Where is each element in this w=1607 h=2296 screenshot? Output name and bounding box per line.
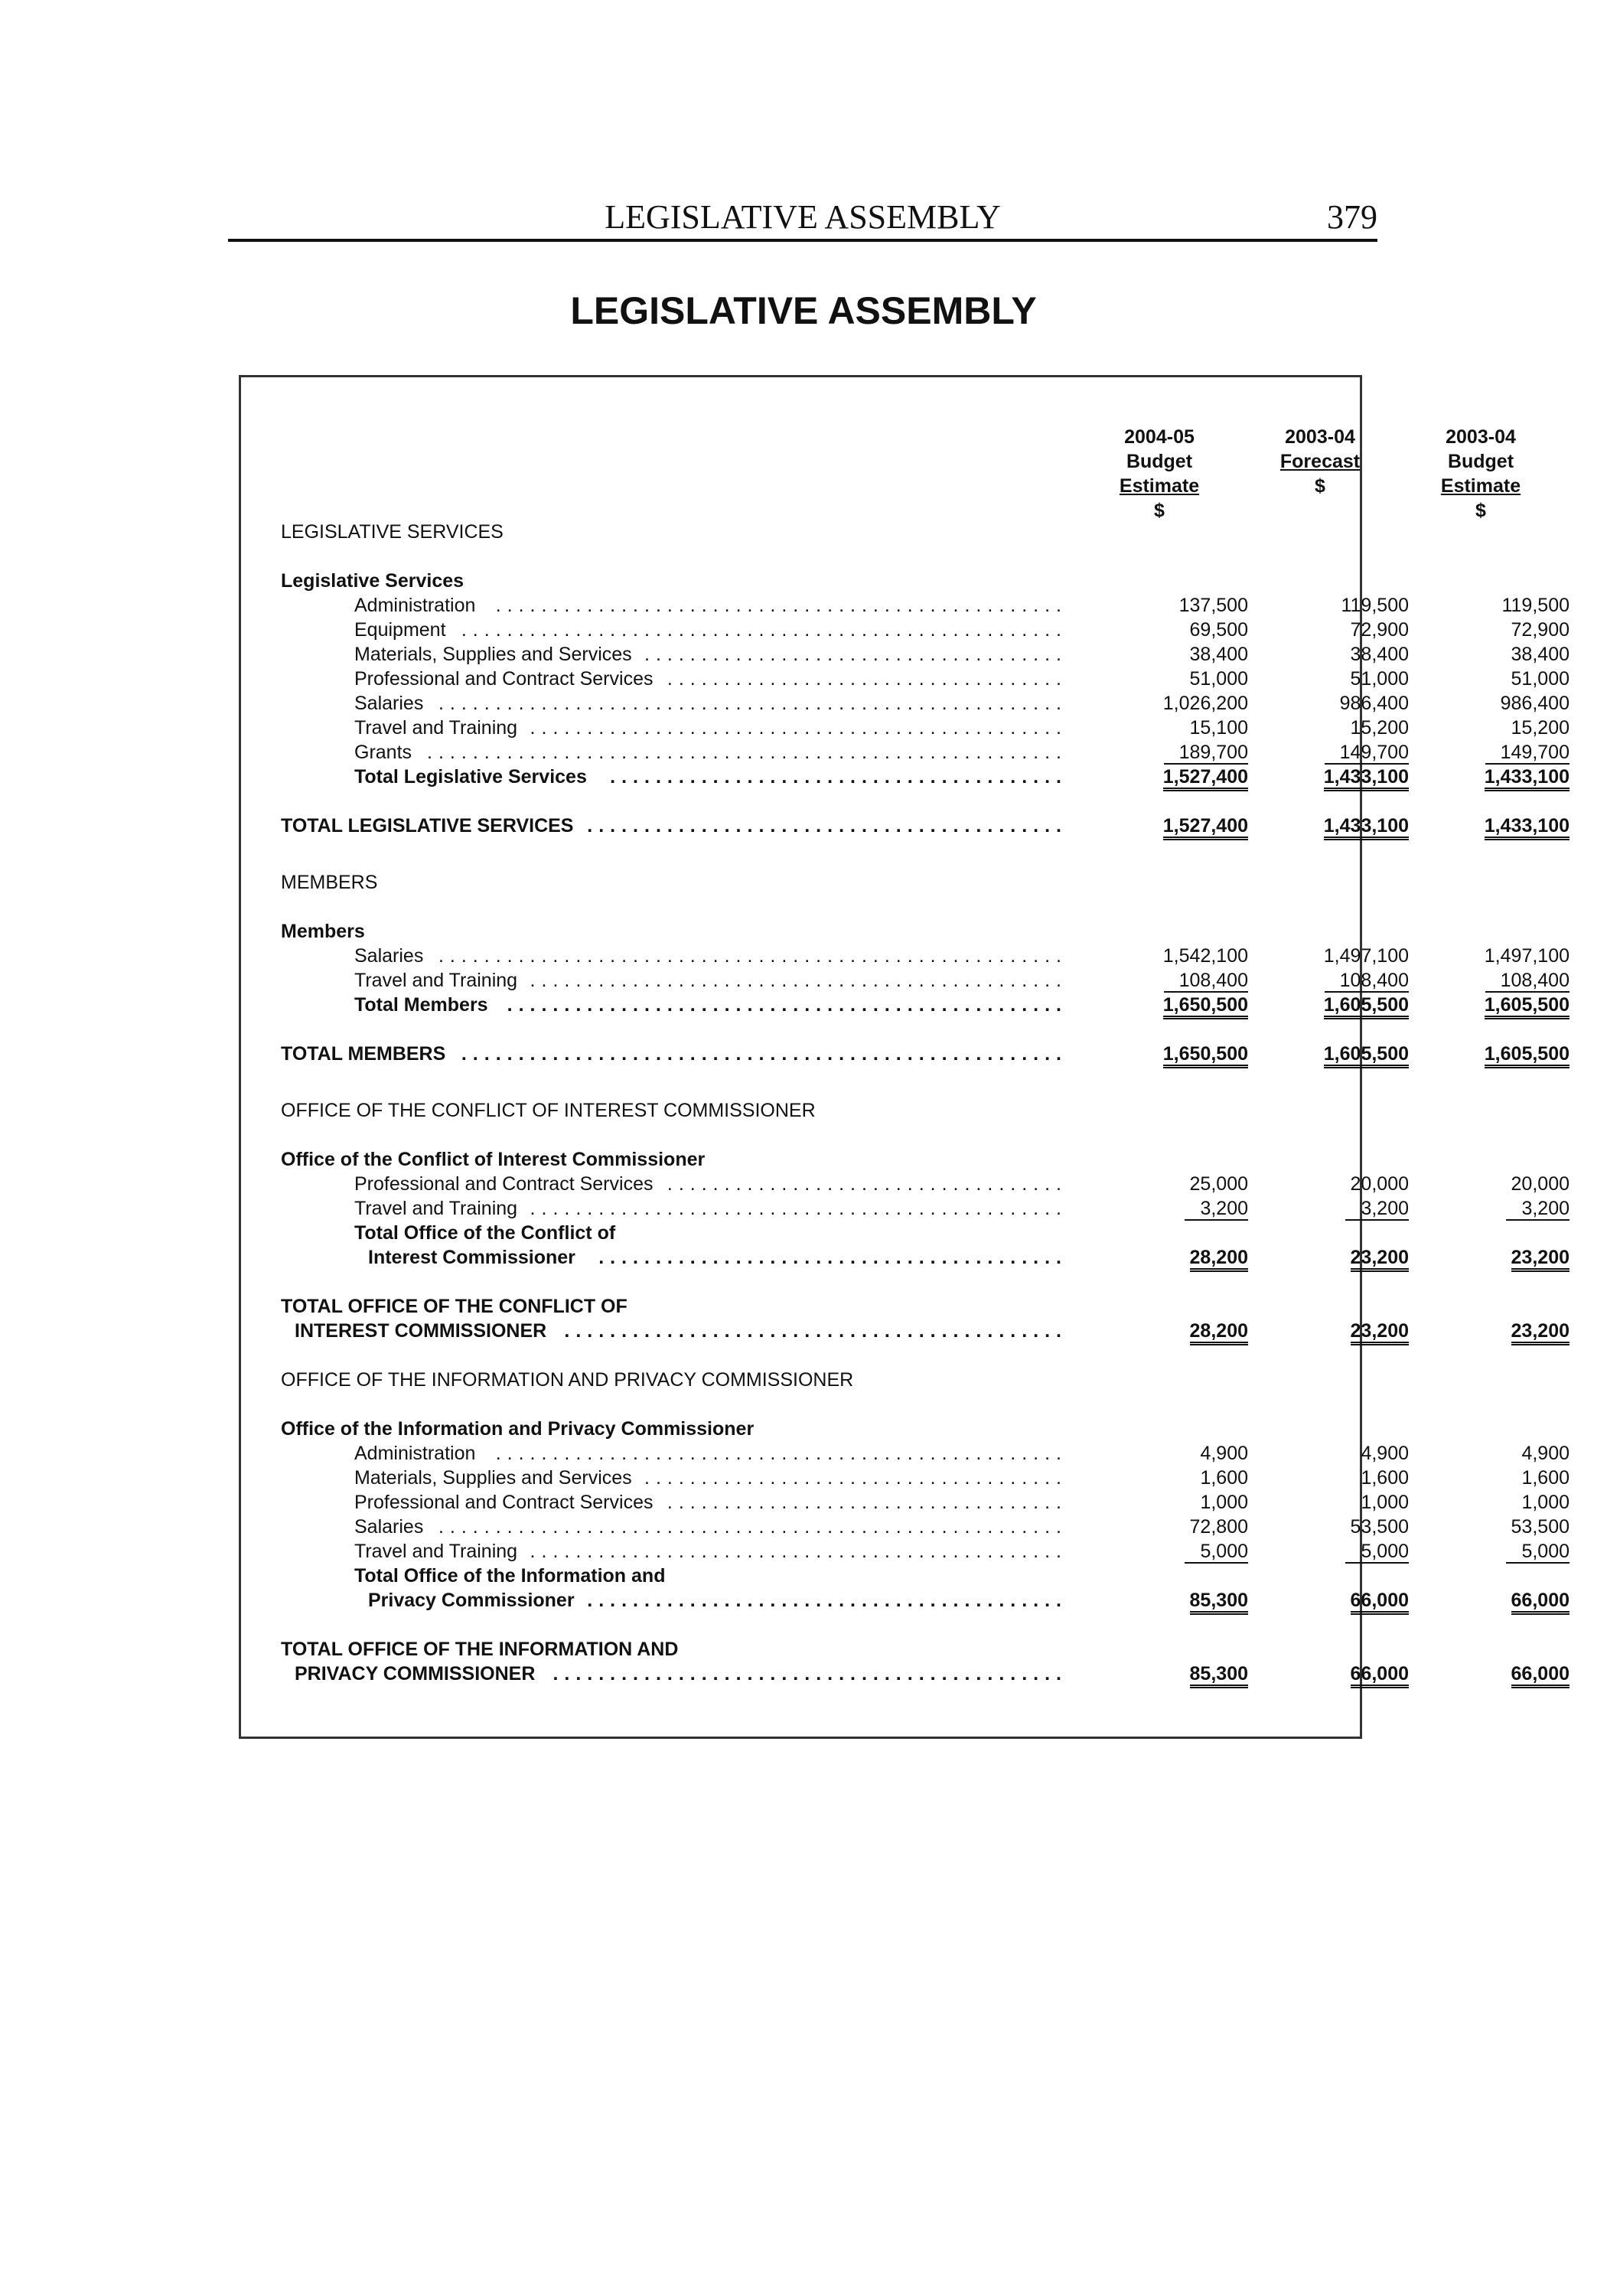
amount-cell: [1416, 968, 1570, 993]
amount-value: 66,000: [1351, 1663, 1409, 1688]
amount-value: 23,200: [1351, 1247, 1409, 1272]
column-header-line: Budget: [1126, 451, 1193, 472]
row-label: Members: [281, 921, 365, 942]
row-label: Travel and Training: [354, 1541, 518, 1562]
amount-value: 72,900: [1511, 619, 1570, 641]
amount-cell: [1095, 716, 1248, 740]
amount-value: 66,000: [1351, 1590, 1409, 1615]
amount-value: 85,300: [1190, 1590, 1248, 1615]
amount-cell: [1416, 944, 1570, 968]
amount-value: 986,400: [1500, 693, 1570, 714]
amount-value: 28,200: [1190, 1320, 1248, 1345]
section-heading: [241, 520, 1364, 544]
amount-cell: [1095, 593, 1248, 618]
amount-value: 1,605,500: [1485, 994, 1570, 1019]
dot-leader: .............................................: [553, 1663, 1068, 1684]
amount-cell: [1256, 1588, 1409, 1613]
amount-cell: [1095, 1466, 1248, 1490]
row-label: Materials, Supplies and Services: [354, 644, 632, 665]
amount-value: 69,500: [1189, 619, 1248, 641]
amount-cell: [1416, 1539, 1570, 1564]
row-label: Travel and Training: [354, 717, 518, 739]
subtotal-row: [241, 1564, 1364, 1588]
amount-value: 1,433,100: [1485, 815, 1570, 840]
column-header-line: 2003-04: [1285, 426, 1355, 448]
dot-leader: ..........................................: [587, 1590, 1068, 1611]
row-label: INTEREST COMMISSIONER: [295, 1320, 547, 1342]
amount-value: 51,000: [1511, 668, 1570, 690]
row-label: Office of the Conflict of Interest Commissioner: [281, 1149, 706, 1170]
row-label: Professional and Contract Services: [354, 1492, 654, 1513]
amount-cell: [1416, 1662, 1570, 1686]
section-heading: [241, 1368, 1364, 1392]
amount-cell: [1095, 944, 1248, 968]
amount-cell: [1416, 1466, 1570, 1490]
amount-value: 53,500: [1511, 1516, 1570, 1538]
amount-cell: [1095, 1515, 1248, 1539]
section-heading: [241, 1098, 1364, 1123]
line-item-row: [241, 642, 1570, 667]
dot-leader: .......................................................: [438, 945, 1068, 967]
row-label: Total Members: [354, 994, 488, 1016]
amount-cell: [1095, 1042, 1248, 1066]
column-header-line: 2003-04: [1446, 426, 1516, 448]
amount-value: 66,000: [1511, 1590, 1570, 1615]
line-item-row: [241, 1172, 1570, 1196]
dot-leader: ........................................................: [427, 742, 1068, 763]
amount-value: 189,700: [1164, 742, 1248, 765]
amount-cell: [1416, 667, 1570, 691]
row-label: LEGISLATIVE SERVICES: [281, 521, 504, 543]
column-header-unit: $: [1475, 500, 1486, 521]
amount-value: 1,605,500: [1324, 1043, 1409, 1068]
row-label: Equipment: [354, 619, 446, 641]
amount-cell: [1256, 1172, 1409, 1196]
column-header-line: Estimate: [1440, 475, 1521, 497]
amount-value: 51,000: [1350, 668, 1409, 690]
amount-value: 15,100: [1189, 717, 1248, 739]
amount-cell: [1095, 1196, 1248, 1221]
row-label: Total Office of the Information and: [354, 1565, 666, 1587]
amount-value: 108,400: [1485, 970, 1570, 993]
amount-value: 1,542,100: [1162, 945, 1248, 967]
amount-cell: [1095, 1539, 1248, 1564]
amount-cell: [1256, 691, 1409, 716]
amount-value: 1,600: [1200, 1467, 1248, 1489]
amount-value: 3,200: [1345, 1198, 1409, 1221]
amount-value: 149,700: [1325, 742, 1409, 765]
amount-cell: [1095, 1588, 1248, 1613]
amount-cell: [1256, 814, 1409, 838]
row-label: Office of the Information and Privacy Commissioner: [281, 1418, 755, 1440]
amount-cell: [1256, 716, 1409, 740]
subtotal-row: [241, 1221, 1364, 1245]
amount-value: 1,000: [1521, 1492, 1570, 1513]
line-item-row: [241, 593, 1570, 618]
amount-cell: [1256, 593, 1409, 618]
dot-leader: .................................................: [507, 994, 1068, 1016]
amount-value: 108,400: [1164, 970, 1248, 993]
amount-value: 1,527,400: [1163, 766, 1248, 791]
total-row: [241, 814, 1570, 838]
dot-leader: ...................................: [667, 1492, 1068, 1513]
amount-cell: [1095, 740, 1248, 765]
row-label: Total Legislative Services: [354, 766, 587, 788]
dot-leader: ..........................................: [587, 815, 1068, 837]
dot-leader: ...............................................: [530, 970, 1068, 991]
row-label: PRIVACY COMMISSIONER: [295, 1663, 536, 1684]
dot-leader: ...............................................: [530, 1541, 1068, 1562]
amount-cell: [1416, 1172, 1570, 1196]
total-row: [241, 1662, 1570, 1686]
row-label: Total Office of the Conflict of: [354, 1222, 616, 1244]
amount-value: 23,200: [1511, 1320, 1570, 1345]
dot-leader: ........................................: [610, 766, 1068, 788]
subsection-heading: [241, 1147, 1364, 1172]
row-label: Interest Commissioner: [368, 1247, 575, 1268]
dot-leader: ..................................................: [495, 1443, 1068, 1464]
amount-cell: [1416, 1441, 1570, 1466]
line-item-row: [241, 1539, 1570, 1564]
amount-value: 38,400: [1189, 644, 1248, 665]
amount-cell: [1416, 642, 1570, 667]
budget-table: [239, 375, 1570, 1739]
dot-leader: ...................................: [667, 1173, 1068, 1195]
amount-value: 5,000: [1345, 1541, 1409, 1564]
total-row: [241, 1294, 1364, 1319]
amount-cell: [1095, 642, 1248, 667]
amount-cell: [1416, 1490, 1570, 1515]
amount-value: 1,000: [1200, 1492, 1248, 1513]
amount-value: 1,650,500: [1163, 994, 1248, 1019]
page-title: LEGISLATIVE ASSEMBLY: [570, 289, 1037, 332]
row-label: Salaries: [354, 1516, 424, 1538]
amount-cell: [1256, 1490, 1409, 1515]
amount-value: 1,433,100: [1485, 766, 1570, 791]
dot-leader: ...................................: [667, 668, 1068, 690]
dot-leader: ...............................................: [530, 717, 1068, 739]
amount-cell: [1416, 1042, 1570, 1066]
amount-cell: [1256, 968, 1409, 993]
amount-value: 1,650,500: [1163, 1043, 1248, 1068]
dot-leader: ...............................................: [530, 1198, 1068, 1219]
dot-leader: .......................................................: [438, 1516, 1068, 1538]
row-label: Professional and Contract Services: [354, 668, 654, 690]
subtotal-row: [241, 1245, 1570, 1270]
amount-value: 1,527,400: [1163, 815, 1248, 840]
row-label: Salaries: [354, 693, 424, 714]
amount-cell: [1416, 814, 1570, 838]
total-row: [241, 1042, 1570, 1066]
dot-leader: .....................................................: [461, 619, 1068, 641]
amount-value: 119,500: [1341, 595, 1409, 616]
amount-value: 5,000: [1506, 1541, 1570, 1564]
dot-leader: .....................................: [644, 644, 1068, 665]
amount-value: 5,000: [1185, 1541, 1248, 1564]
amount-cell: [1095, 1490, 1248, 1515]
amount-cell: [1416, 1588, 1570, 1613]
amount-value: 53,500: [1350, 1516, 1409, 1538]
amount-cell: [1416, 716, 1570, 740]
running-head: [228, 196, 1377, 242]
amount-cell: [1256, 1515, 1409, 1539]
amount-cell: [1256, 1319, 1409, 1343]
column-header-budget-estimate-2003-04: [1404, 425, 1557, 523]
amount-value: 3,200: [1506, 1198, 1570, 1221]
amount-cell: [1256, 1539, 1409, 1564]
row-label: Legislative Services: [281, 570, 464, 592]
column-header-line: Budget: [1447, 451, 1514, 472]
row-label: MEMBERS: [281, 872, 378, 893]
amount-cell: [1416, 1196, 1570, 1221]
amount-value: 25,000: [1189, 1173, 1248, 1195]
column-header-line: 2004-05: [1124, 426, 1195, 448]
amount-value: 15,200: [1511, 717, 1570, 739]
subsection-heading: [241, 919, 1364, 944]
amount-value: 51,000: [1189, 668, 1248, 690]
amount-cell: [1095, 1172, 1248, 1196]
row-label: TOTAL MEMBERS: [281, 1043, 446, 1065]
line-item-row: [241, 1466, 1570, 1490]
total-row: [241, 1319, 1570, 1343]
amount-cell: [1416, 765, 1570, 789]
amount-value: 23,200: [1511, 1247, 1570, 1272]
amount-cell: [1416, 740, 1570, 765]
column-header-unit: $: [1315, 475, 1325, 497]
line-item-row: [241, 618, 1570, 642]
amount-value: 20,000: [1511, 1173, 1570, 1195]
dot-leader: .....................................: [644, 1467, 1068, 1489]
dot-leader: ............................................: [564, 1320, 1068, 1342]
running-head-title: LEGISLATIVE ASSEMBLY: [605, 198, 1001, 236]
row-label: Travel and Training: [354, 1198, 518, 1219]
amount-cell: [1256, 618, 1409, 642]
amount-value: 1,600: [1521, 1467, 1570, 1489]
amount-cell: [1256, 1466, 1409, 1490]
amount-value: 108,400: [1325, 970, 1409, 993]
amount-cell: [1095, 814, 1248, 838]
amount-value: 1,026,200: [1162, 693, 1248, 714]
amount-cell: [1416, 618, 1570, 642]
amount-cell: [1416, 593, 1570, 618]
dot-leader: .......................................................: [438, 693, 1068, 714]
row-label: TOTAL OFFICE OF THE INFORMATION AND: [281, 1639, 679, 1660]
row-label: TOTAL OFFICE OF THE CONFLICT OF: [281, 1296, 627, 1317]
subtotal-row: [241, 765, 1570, 789]
dot-leader: .........................................: [598, 1247, 1068, 1268]
column-header-budget-estimate-2004-05: [1083, 425, 1236, 523]
amount-cell: [1256, 1662, 1409, 1686]
amount-value: 986,400: [1339, 693, 1409, 714]
amount-cell: [1095, 618, 1248, 642]
amount-cell: [1256, 1245, 1409, 1270]
row-label: Travel and Training: [354, 970, 518, 991]
amount-cell: [1416, 691, 1570, 716]
total-row: [241, 1637, 1364, 1662]
line-item-row: [241, 944, 1570, 968]
subtotal-row: [241, 1588, 1570, 1613]
column-header-forecast-2003-04: [1244, 425, 1397, 498]
amount-value: 20,000: [1350, 1173, 1409, 1195]
amount-value: 149,700: [1485, 742, 1570, 765]
amount-value: 85,300: [1190, 1663, 1248, 1688]
amount-cell: [1095, 968, 1248, 993]
row-label: Materials, Supplies and Services: [354, 1467, 632, 1489]
line-item-row: [241, 1441, 1570, 1466]
line-item-row: [241, 667, 1570, 691]
column-header-unit: $: [1154, 500, 1165, 521]
amount-cell: [1256, 1042, 1409, 1066]
amount-value: 1,497,100: [1323, 945, 1409, 967]
amount-cell: [1095, 1245, 1248, 1270]
amount-value: 4,900: [1200, 1443, 1248, 1464]
amount-cell: [1256, 765, 1409, 789]
row-label: Grants: [354, 742, 412, 763]
amount-cell: [1256, 1441, 1409, 1466]
line-item-row: [241, 1490, 1570, 1515]
amount-value: 66,000: [1511, 1663, 1570, 1688]
row-label: Salaries: [354, 945, 424, 967]
row-label: OFFICE OF THE CONFLICT OF INTEREST COMMISSIONER: [281, 1100, 816, 1121]
amount-cell: [1256, 1196, 1409, 1221]
amount-value: 4,900: [1521, 1443, 1570, 1464]
amount-cell: [1095, 1319, 1248, 1343]
amount-cell: [1256, 667, 1409, 691]
amount-value: 4,900: [1361, 1443, 1409, 1464]
line-item-row: [241, 691, 1570, 716]
row-label: Privacy Commissioner: [368, 1590, 575, 1611]
line-item-row: [241, 1196, 1570, 1221]
amount-value: 137,500: [1178, 595, 1248, 616]
amount-cell: [1256, 642, 1409, 667]
amount-value: 72,800: [1189, 1516, 1248, 1538]
amount-cell: [1416, 993, 1570, 1017]
dot-leader: ..................................................: [495, 595, 1068, 616]
amount-value: 28,200: [1190, 1247, 1248, 1272]
amount-value: 1,000: [1361, 1492, 1409, 1513]
column-header-line: Forecast: [1279, 451, 1361, 472]
amount-cell: [1095, 691, 1248, 716]
amount-cell: [1095, 667, 1248, 691]
dot-leader: .....................................................: [461, 1043, 1068, 1065]
amount-cell: [1256, 944, 1409, 968]
amount-value: 1,497,100: [1484, 945, 1570, 967]
subsection-heading: [241, 1417, 1364, 1441]
section-heading: [241, 870, 1364, 895]
amount-value: 38,400: [1350, 644, 1409, 665]
line-item-row: [241, 968, 1570, 993]
amount-value: 15,200: [1350, 717, 1409, 739]
amount-value: 1,605,500: [1485, 1043, 1570, 1068]
subsection-heading: [241, 569, 1364, 593]
amount-cell: [1095, 765, 1248, 789]
row-label: TOTAL LEGISLATIVE SERVICES: [281, 815, 574, 837]
amount-cell: [1256, 993, 1409, 1017]
amount-cell: [1416, 1245, 1570, 1270]
line-item-row: [241, 716, 1570, 740]
amount-value: 1,433,100: [1324, 766, 1409, 791]
line-item-row: [241, 1515, 1570, 1539]
amount-value: 119,500: [1501, 595, 1570, 616]
amount-value: 23,200: [1351, 1320, 1409, 1345]
amount-cell: [1095, 1662, 1248, 1686]
line-item-row: [241, 740, 1570, 765]
amount-value: 38,400: [1511, 644, 1570, 665]
amount-value: 72,900: [1350, 619, 1409, 641]
row-label: Professional and Contract Services: [354, 1173, 654, 1195]
amount-cell: [1095, 1441, 1248, 1466]
page-number: 379: [1327, 198, 1377, 236]
amount-value: 1,433,100: [1324, 815, 1409, 840]
row-label: Administration: [354, 595, 476, 616]
amount-value: 1,600: [1361, 1467, 1409, 1489]
row-label: Administration: [354, 1443, 476, 1464]
amount-cell: [1256, 740, 1409, 765]
amount-cell: [1416, 1319, 1570, 1343]
amount-value: 1,605,500: [1324, 994, 1409, 1019]
row-label: OFFICE OF THE INFORMATION AND PRIVACY COMMISSIONER: [281, 1369, 854, 1391]
amount-cell: [1416, 1515, 1570, 1539]
amount-cell: [1095, 993, 1248, 1017]
subtotal-row: [241, 993, 1570, 1017]
column-header-line: Estimate: [1119, 475, 1200, 497]
amount-value: 3,200: [1185, 1198, 1248, 1221]
